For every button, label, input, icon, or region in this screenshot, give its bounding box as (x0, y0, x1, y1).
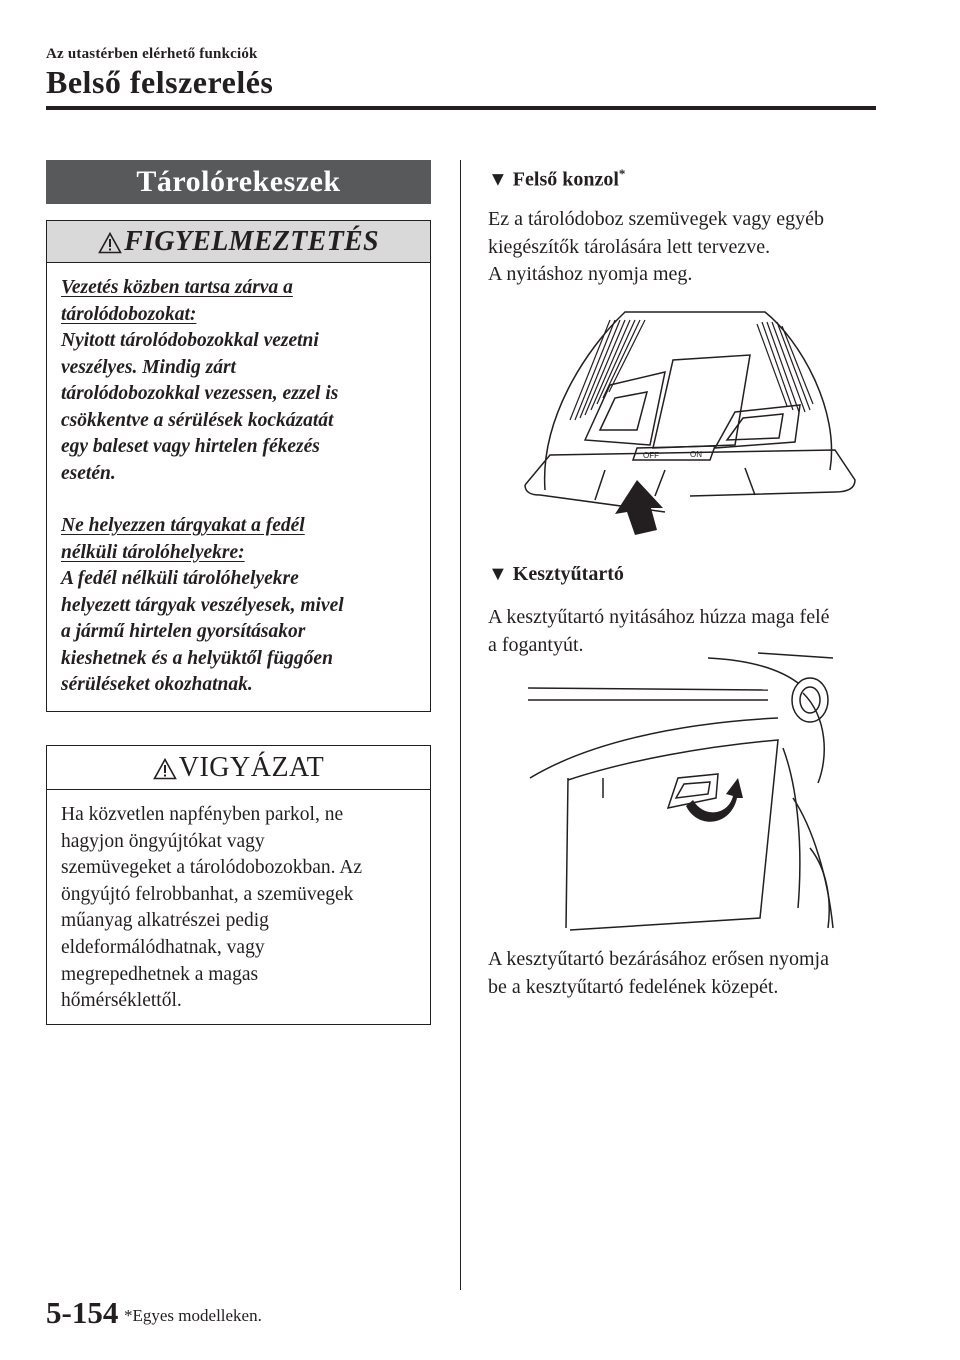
glovebox-heading-text: Kesztyűtartó (512, 563, 624, 585)
overhead-line: kiegészítők tárolására lett tervezve. (488, 235, 771, 258)
section-band: Tárolórekeszek (46, 160, 431, 204)
glovebox-close-line: A kesztyűtartó bezárásához erősen nyomja (488, 948, 829, 970)
caution-text-line: hőmérséklettől. (61, 990, 182, 1012)
caution-label: VIGYÁZAT (178, 752, 325, 783)
warning-text-line: helyezett tárgyak veszélyesek, mivel (61, 594, 344, 616)
switch-off-label: OFF (643, 451, 659, 460)
warning-text-line: veszélyes. Mindig zárt (61, 356, 236, 378)
warning-triangle-icon (98, 232, 122, 254)
warning-text-line: egy baleset vagy hirtelen fékezés (61, 436, 320, 457)
warning-heading-line: Vezetés közben tartsa zárva a (61, 277, 293, 298)
overhead-line: A nyitáshoz nyomja meg. (488, 263, 693, 285)
warning-body (61, 275, 419, 699)
triangle-marker-icon: ▼ (488, 168, 508, 191)
caution-text-line: műanyag alkatrészei pedig (61, 910, 269, 932)
warning-text-line: Nyitott tárolódobozokkal vezetni (61, 330, 319, 351)
asterisk: * (618, 166, 626, 181)
caution-header (47, 746, 430, 790)
glovebox-illustration (528, 648, 840, 933)
caution-body (61, 802, 421, 1015)
triangle-marker-icon: ▼ (488, 563, 508, 585)
caution-triangle-icon (153, 758, 177, 780)
glovebox-open-line: A kesztyűtartó nyitásához húzza maga felé (488, 606, 830, 628)
push-arrow-icon (615, 480, 663, 535)
pull-arrow-icon (686, 778, 743, 822)
warning-label: FIGYELMEZTETÉS (124, 226, 379, 257)
warning-text-line: tárolódobozokkal vezessen, ezzel is (61, 383, 339, 404)
warning-heading-line: tárolódobozokat: (61, 303, 197, 325)
caution-text-line: hagyjon öngyújtókat vagy (61, 830, 265, 852)
header-rule (46, 106, 876, 110)
breadcrumb: Az utastérben elérhető funkciók (46, 46, 258, 62)
warning-text-line: csökkentve a sérülések kockázatát (61, 409, 334, 431)
caution-box (46, 745, 431, 1025)
overhead-text (488, 206, 888, 289)
warning-header (47, 221, 430, 263)
glovebox-close-text (488, 946, 888, 1001)
glovebox-heading (488, 563, 624, 586)
warning-text-line: a jármű hirtelen gyorsításakor (61, 621, 306, 642)
warning-spacer (61, 487, 419, 513)
page-title: Belső felszerelés (46, 64, 274, 100)
warning-heading-line: Ne helyezzen tárgyakat a fedél (61, 515, 305, 536)
overhead-console-heading (488, 166, 625, 192)
warning-text-line: A fedél nélküli tárolóhelyekre (61, 568, 299, 589)
warning-text-line: kieshetnek és a helyüktől függően (61, 647, 333, 669)
caution-text-line: eldeformálódhatnak, vagy (61, 936, 265, 958)
warning-box (46, 220, 431, 712)
overhead-line: Ez a tárolódoboz szemüvegek vagy egyéb (488, 208, 824, 230)
column-divider (460, 160, 461, 1290)
glovebox-close-line: be a kesztyűtartó fedelének közepét. (488, 975, 779, 998)
glovebox-open-line: a fogantyút. (488, 633, 584, 656)
caution-text-line: Ha közvetlen napfényben parkol, ne (61, 804, 344, 825)
warning-heading-line: nélküli tárolóhelyekre: (61, 541, 245, 563)
caution-text-line: szemüvegeket a tárolódobozokban. Az (61, 857, 363, 879)
warning-text-line: esetén. (61, 462, 116, 484)
footnote: *Egyes modelleken. (124, 1306, 262, 1325)
overhead-console-illustration (515, 300, 865, 540)
warning-text-line: sérüléseket okozhatnak. (61, 674, 253, 695)
switch-on-label: ON (690, 450, 702, 459)
page-number: 5-154 (46, 1295, 119, 1330)
caution-text-line: megrepedhetnek a magas (61, 963, 259, 985)
overhead-heading-text: Felső konzol (512, 168, 619, 191)
caution-text-line: öngyújtó felrobbanhat, a szemüvegek (61, 883, 354, 905)
